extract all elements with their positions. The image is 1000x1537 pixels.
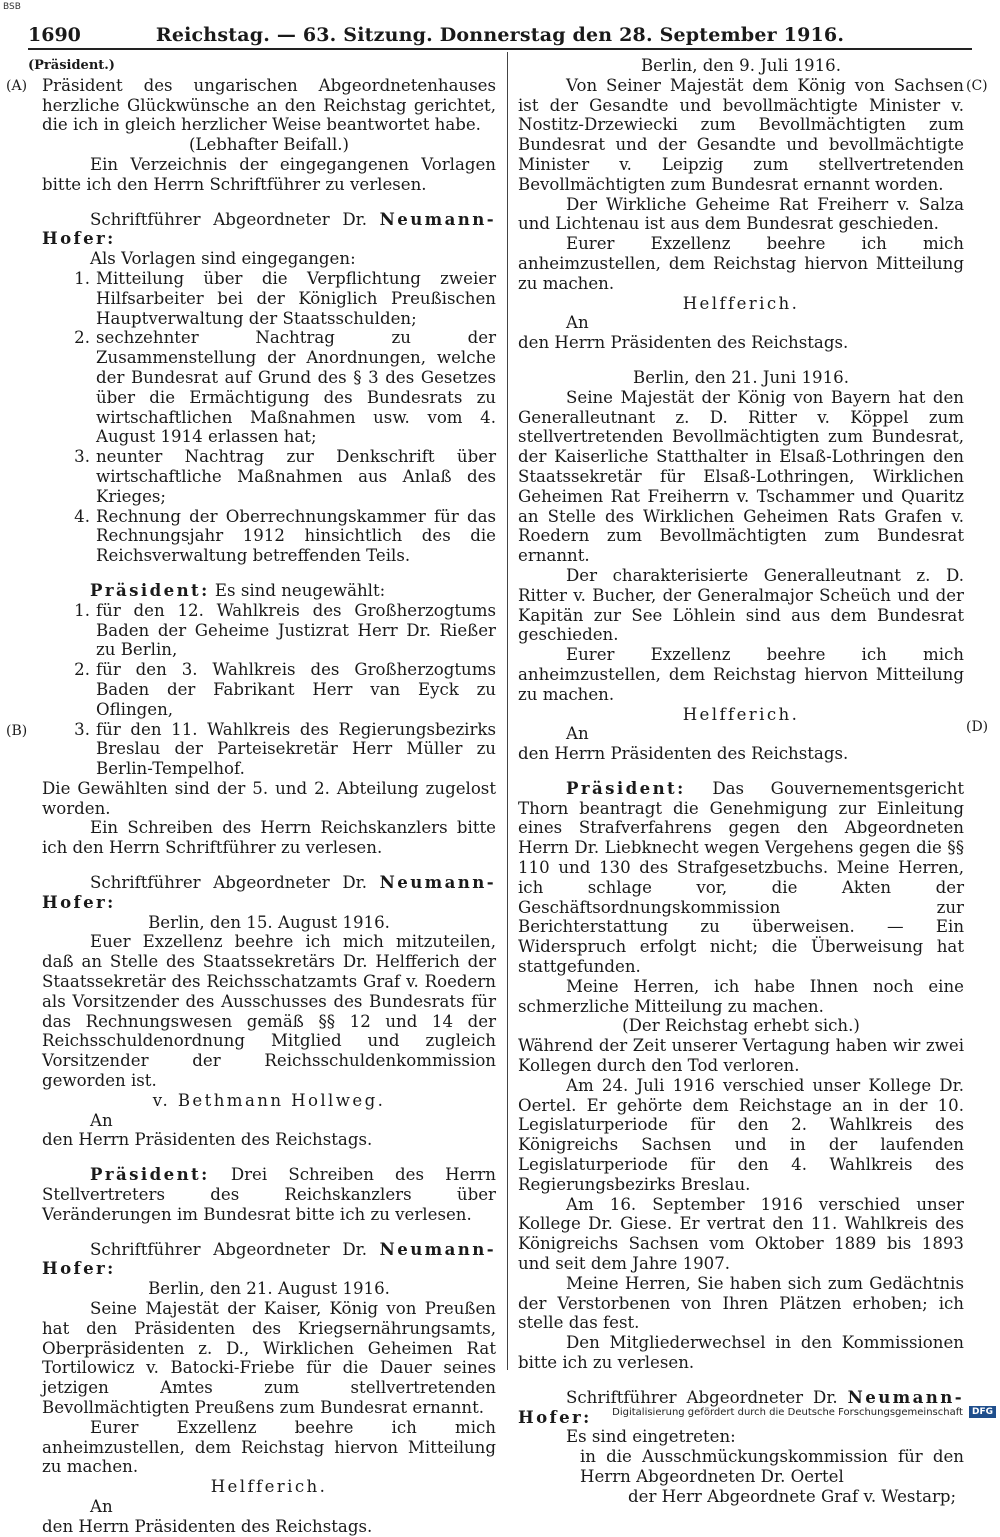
letter-address-an: An [566, 313, 589, 333]
left-column [28, 56, 496, 1537]
list-text: für den 12. Wahlkreis des Großherzogtums Baden der Geheime Justizrat Herr Dr. Rießer zu Berlin, [96, 600, 496, 660]
speaker-name: Neumann-Hofer: [518, 1386, 964, 1427]
letter-body: Der charakterisierte Generalleutnant z. D. Ritter v. Bucher, der Generalmajor Scheüch und der Kapitän zur See Löhlein sind aus dem Bundesrat geschieden. [518, 565, 964, 645]
digitization-footer [612, 1406, 996, 1418]
dfg-logo-icon: DFG [969, 1406, 996, 1418]
submissions-list [42, 269, 496, 566]
column-divider [507, 52, 508, 1370]
president-label: Präsident: [90, 1164, 210, 1185]
margin-marker-a: (A) [6, 78, 28, 94]
paragraph [42, 581, 496, 601]
letter-address-an: An [90, 1496, 113, 1516]
list-number: 2. [74, 660, 90, 680]
page-header [28, 22, 972, 50]
footer-text: Digitalisierung gefördert durch die Deutsche Forschungsgemeinschaft [612, 1406, 963, 1418]
letter-address: den Herrn Präsidenten des Reichstags. [42, 1516, 373, 1536]
list-number: 3. [74, 447, 90, 467]
list-number: 3. [74, 719, 90, 739]
list-text: neunter Nachtrag zur Denkschrift über wirtschaftliche Maßnahmen aus Anlaß des Krieges; [96, 447, 496, 506]
paragraph [42, 1165, 496, 1224]
paragraph: Ein Verzeichnis der eingegangenen Vorlagen bitte ich den Herrn Schriftführer zu verlesen. [42, 154, 496, 194]
list-text: für den 3. Wahlkreis des Großherzogtums Baden der Fabrikant Herr van Eyck zu Oflingen, [96, 660, 496, 719]
running-title: Reichstag. — 63. Sitzung. Donnerstag den 28. September 1916. [155, 24, 845, 46]
letter-address: den Herrn Präsidenten des Reichstags. [518, 744, 849, 764]
applause-note: (Lebhafter Beifall.) [188, 135, 350, 155]
list-item [42, 269, 496, 328]
speaker-continued: (Präsident.) [28, 58, 115, 73]
speaker-role: Schriftführer Abgeordneter Dr. [90, 1239, 368, 1259]
president-label: Präsident: [90, 579, 210, 600]
speaker-line [42, 210, 496, 250]
elected-list [42, 601, 496, 779]
letter-body: Seine Majestät der Kaiser, König von Preußen hat den Präsidenten des Kriegsernährungsamts, Oberpräsidenten z. D., Wirklichen Geheimen Rat Tortilowicz v. Batocki-Friebe für die Dauer seines jetzigen Amtes zum stellvertretenden Bevollmächtigten Preußens zum Bundesrat ernannt. [42, 1299, 496, 1417]
letter-date: Berlin, den 9. Juli 1916. [640, 56, 842, 75]
letter-body: Seine Majestät der König von Bayern hat den Generalleutnant z. D. Ritter v. Köppel zum stellvertretenden Bevollmächtigten zum Bundesrat, der Kaiserliche Statthalter in Elsaß-Lothringen den Staatssekretär für Elsaß-Lothringen, Wirklichen Geheimen Rat Freiherrn v. Tschammer und Quaritz an Stelle des Wirklichen Geheimen Rats Grafen v. Roedern zum Bevollmächtigten zum Bundesrat ernannt. [518, 387, 964, 566]
list-item [42, 507, 496, 566]
list-item [42, 601, 496, 660]
paragraph: der Herr Abgeordnete Graf v. Westarp; [628, 1486, 957, 1506]
speaker-name: Neumann-Hofer: [42, 872, 496, 912]
letter-date: Berlin, den 15. August 1916. [148, 912, 390, 932]
list-item [42, 660, 496, 719]
list-text: sechzehnter Nachtrag zu der Zusammenstellung der Anordnungen, welche der Bundesrat auf Grund des § 3 des Gesetzes über die Ermächtigung des Bundesrats zu wirtschaftlichen Maßnahmen usw. vom 4. August 1914 erlassen hat; [96, 328, 496, 447]
paragraph: Während der Zeit unserer Vertagung haben wir zwei Kollegen durch den Tod verloren. [518, 1036, 964, 1076]
margin-marker-d: (D) [966, 719, 989, 735]
speaker-role: Schriftführer Abgeordneter Dr. [90, 209, 368, 229]
letter-signature: Helfferich. [210, 1477, 328, 1497]
paragraph-text: Das Gouvernementsgericht Thorn beantragt die Genehmigung zur Einleitung eines Strafverfahrens gegen den Abgeordneten Herrn Dr. Liebknecht wegen Vergehens gegen die §§ 110 und 130 des Strafgesetzbuchs. Meine Herren, ich schlage vor, die Akten der Geschäftsordnungskommission zur Berichterstattung zu überweisen. — Ein Widerspruch erfolgt nicht; die Überweisung hat stattgefunden. [518, 778, 965, 977]
letter-address: den Herrn Präsidenten des Reichstags. [518, 333, 849, 353]
margin-marker-c: (C) [966, 78, 988, 94]
letter-date: Berlin, den 21. Juni 1916. [633, 367, 849, 387]
letter-address-an: An [90, 1110, 113, 1130]
letter-closing: Eurer Exzellenz beehre ich mich anheimzustellen, dem Reichstag hiervon Mitteilung zu machen. [518, 234, 964, 293]
paragraph: in die Ausschmückungskommission für den Herrn Abgeordneten Dr. Oertel [580, 1447, 964, 1486]
paragraph: Meine Herren, ich habe Ihnen noch eine schmerzliche Mitteilung zu machen. [518, 976, 964, 1016]
paragraph [518, 779, 964, 977]
paragraph: Am 16. September 1916 verschied unser Kollege Dr. Giese. Er vertrat den 11. Wahlkreis des Königreichs Sachsen vom Oktober 1889 bis 1893 und seit dem Jahre 1907. [518, 1194, 964, 1274]
list-item [42, 447, 496, 506]
speaker-line [42, 1240, 496, 1280]
list-item [42, 328, 496, 447]
list-text: Mitteilung über die Verpflichtung zweier Hilfsarbeiter bei der Königlich Preußischen Hauptverwaltung der Staatsschulden; [96, 268, 496, 328]
paragraph: Am 24. Juli 1916 verschied unser Kollege Dr. Oertel. Er gehörte dem Reichstage an in der 10. Legislaturperiode für den 2. Wahlkreis des Königreichs Sachsen und in der laufenden Legislaturperiode für den 4. Wahlkreis des Regierungsbezirks Breslau. [518, 1075, 964, 1194]
list-item [42, 720, 496, 779]
margin-marker-b: (B) [6, 723, 28, 739]
letter-signature: v. Bethmann Hollweg. [152, 1090, 386, 1110]
list-text: für den 11. Wahlkreis des Regierungsbezirks Breslau der Parteisekretär Herr Müller zu Berlin-Tempelhof. [96, 719, 496, 779]
paragraph: Präsident des ungarischen Abgeordnetenhauses herzliche Glückwünsche an den Reichstag gerichtet, die ich in gleich herzlicher Weise beantwortet habe. [42, 75, 496, 135]
letter-address: den Herrn Präsidenten des Reichstags. [42, 1130, 373, 1150]
letter-body: Euer Exzellenz beehre ich mich mitzuteilen, daß an Stelle des Staatssekretärs Dr. Helfferich der Staatssekretär des Reichsschatzamts Graf v. Roedern als Vorsitzender des Ausschusses des Bundesrats für das Rechnungswesen gemäß §§ 12 und 14 der Reichsschuldenordnung Mitglied und zugleich Vorsitzender der Reichsschuldenkommission geworden ist. [42, 932, 496, 1091]
president-label: Präsident: [566, 777, 686, 798]
letter-closing: Eurer Exzellenz beehre ich mich anheimzustellen, dem Reichstag hiervon Mitteilung zu machen. [42, 1417, 496, 1477]
list-number: 1. [74, 600, 90, 620]
page-number: 1690 [28, 24, 81, 46]
letter-signature: Helfferich. [682, 704, 800, 724]
letter-body: Der Wirkliche Geheime Rat Freiherr v. Salza und Lichtenau ist aus dem Bundesrat geschieden. [518, 194, 964, 234]
list-number: 2. [74, 328, 90, 348]
right-column [518, 56, 964, 1507]
speaker-line [42, 873, 496, 913]
list-text: Rechnung der Oberrechnungskammer für das Rechnungsjahr 1912 hinsichtlich des die Reichsverwaltung betreffenden Teils. [96, 506, 496, 566]
speaker-role: Schriftführer Abgeordneter Dr. [566, 1387, 838, 1407]
letter-body: Von Seiner Majestät dem König von Sachsen ist der Gesandte und bevollmächtigte Minister v. Nostitz-Drzewiecki zum Bevollmächtigten zum Bundesrat und der Gesandte und bevollmächtigte Minister v. Leipzig zum stellvertretenden Bevollmächtigten zum Bundesrat ernannt worden. [518, 75, 964, 194]
letter-date: Berlin, den 21. August 1916. [148, 1279, 390, 1299]
speaker-name: Neumann-Hofer: [42, 208, 496, 249]
paragraph: Es sind eingetreten: [566, 1427, 736, 1447]
list-number: 4. [74, 506, 90, 526]
paragraph: Den Mitgliederwechsel in den Kommissionen bitte ich zu verlesen. [518, 1333, 964, 1372]
letter-address-an: An [566, 724, 589, 744]
list-number: 1. [74, 268, 90, 288]
paragraph-text: Drei Schreiben des Herrn Stellvertreters des Reichskanzlers über Veränderungen im Bundesrat bitte ich zu verlesen. [42, 1165, 496, 1224]
letter-signature: Helfferich. [682, 293, 800, 313]
paragraph-text: Es sind neugewählt: [214, 580, 386, 600]
paragraph: Die Gewählten sind der 5. und 2. Abteilung zugelost worden. [42, 778, 496, 818]
paragraph: Meine Herren, Sie haben sich zum Gedächtnis der Verstorbenen von Ihren Plätzen erhoben; ich stelle das fest. [518, 1273, 964, 1333]
speaker-role: Schriftführer Abgeordneter Dr. [90, 873, 368, 893]
speaker-name: Neumann-Hofer: [42, 1238, 496, 1279]
paragraph: Ein Schreiben des Herrn Reichskanzlers bitte ich den Herrn Schriftführer zu verlesen. [42, 818, 496, 858]
paragraph: Als Vorlagen sind eingegangen: [90, 249, 356, 269]
stage-direction: (Der Reichstag erhebt sich.) [622, 1016, 860, 1036]
library-watermark: BSB [3, 2, 21, 12]
letter-closing: Eurer Exzellenz beehre ich mich anheimzustellen, dem Reichstag hiervon Mitteilung zu machen. [518, 645, 964, 704]
